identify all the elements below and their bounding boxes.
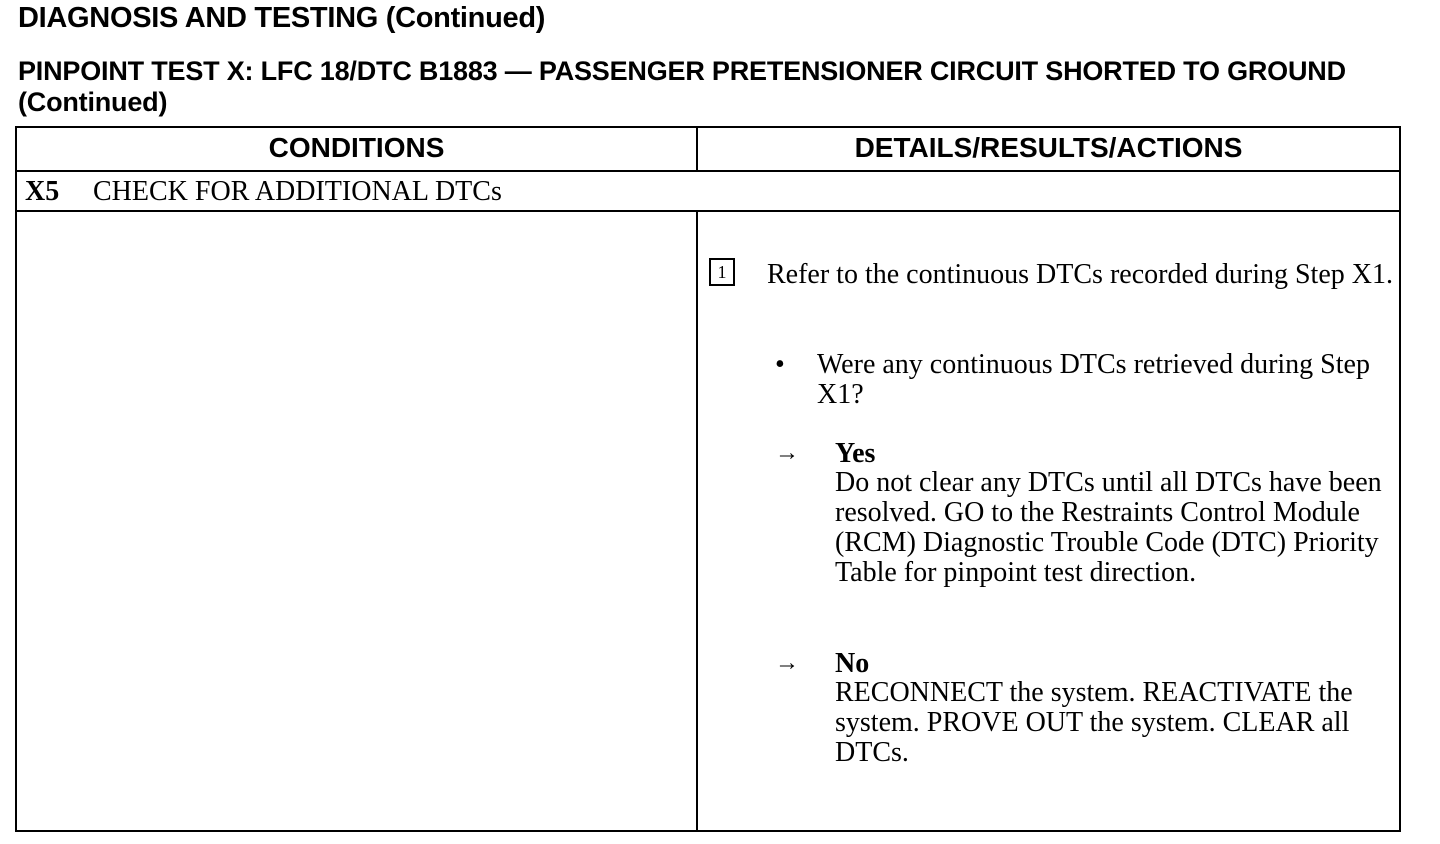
diagnostic-table [15,126,1401,832]
step-title: CHECK FOR ADDITIONAL DTCs [93,176,502,207]
no-result-action: RECONNECT the system. REACTIVATE the system. PROVE OUT the system. CLEAR all DTCs. [835,677,1353,768]
pinpoint-test-title: PINPOINT TEST X: LFC 18/DTC B1883 — PASSENGER PRETENSIONER CIRCUIT SHORTED TO GROUND (Continued) [18,56,1346,117]
body-column-divider [696,212,698,830]
step-number-box: 1 [709,258,735,286]
step-instruction: Refer to the continuous DTCs recorded during Step X1. [767,259,1393,290]
no-arrow-icon: → [775,650,799,676]
step-id: X5 [25,176,60,207]
step-question: Were any continuous DTCs retrieved during Step X1? [817,349,1370,410]
no-result-label: No [835,648,870,679]
section-heading: DIAGNOSIS AND TESTING (Continued) [18,2,546,34]
step-row [25,176,502,208]
header-divider [17,170,1399,172]
yes-arrow-icon: → [775,440,799,466]
yes-result-label: Yes [835,438,876,469]
details-column-header: DETAILS/RESULTS/ACTIONS [854,132,1243,163]
yes-result-action: Do not clear any DTCs until all DTCs have been resolved. GO to the Restraints Control Module (RCM) Diagnostic Trouble Code (DTC) Priority Table for pinpoint test direction. [835,467,1382,588]
conditions-column-header: CONDITIONS [268,132,445,163]
step-row-divider [17,210,1399,212]
bullet-icon: • [775,349,785,380]
